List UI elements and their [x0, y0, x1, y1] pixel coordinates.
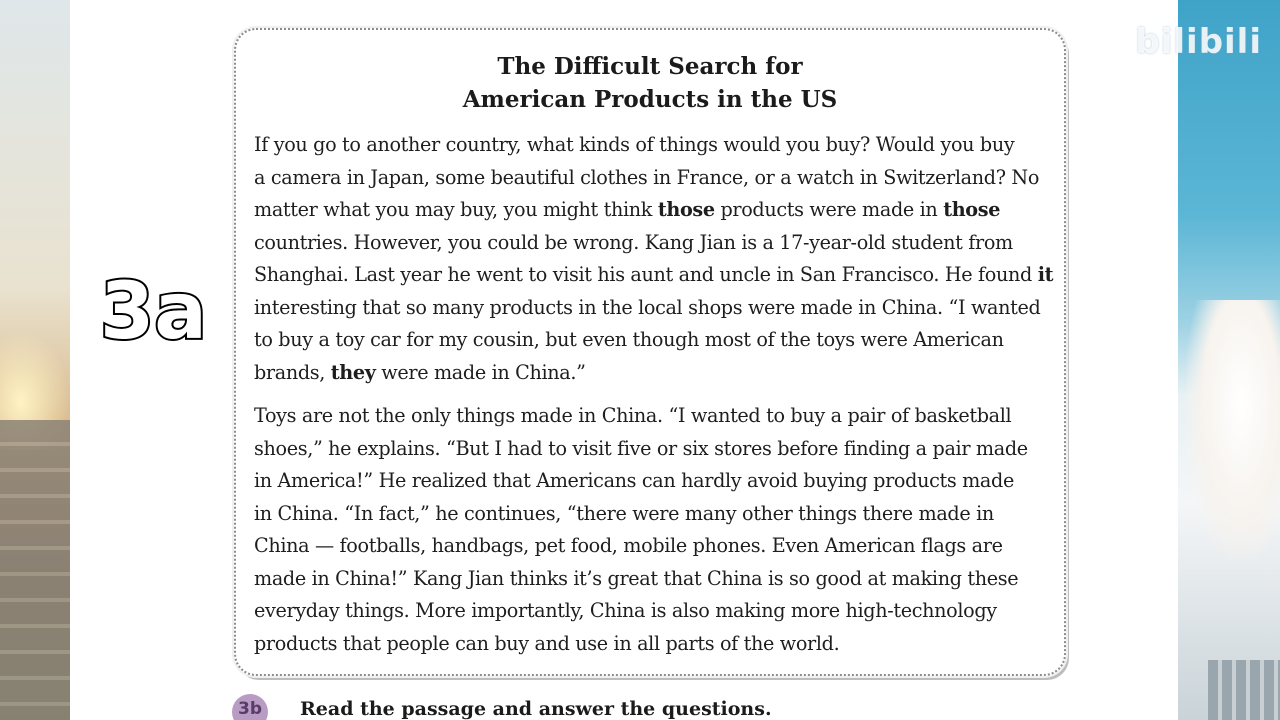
next-task-3b	[228, 692, 948, 720]
text-line: everyday things. More importantly, China is also making more high-technology	[254, 599, 997, 622]
bold-word: those	[657, 198, 715, 221]
task-badge: 3b	[232, 694, 268, 720]
bold-word: those	[943, 198, 1001, 221]
section-label: 3a	[100, 267, 207, 357]
building-image	[0, 420, 70, 720]
text-line: China — footballs, handbags, pet food, mobile phones. Even American flags are	[254, 534, 1003, 557]
background-left-scenery	[0, 0, 70, 720]
building-image-right	[1208, 660, 1280, 720]
task-instruction: Read the passage and answer the questions.	[300, 698, 772, 720]
text-segment: brands,	[254, 360, 331, 384]
text-line: made in China!” Kang Jian thinks it’s great that China is so good at making these	[254, 566, 1019, 590]
paragraph-1	[254, 129, 1054, 389]
text-line: If you go to another country, what kinds of things would you buy? Would you buy	[254, 133, 1015, 156]
text-segment: were made in China.”	[375, 360, 586, 384]
text-line: a camera in Japan, some beautiful clothes in France, or a watch in Switzerland? No	[254, 165, 1040, 189]
text-segment: products were made in	[714, 198, 944, 221]
text-line: in America!” He realized that Americans can hardly avoid buying products made	[254, 469, 1014, 492]
text-line	[254, 357, 1054, 390]
text-line: in China. “In fact,” he continues, “there were many other things there made in	[254, 501, 994, 525]
background-right-sky	[1178, 0, 1280, 720]
passage-box	[234, 28, 1066, 676]
text-line: to buy a toy car for my cousin, but even though most of the toys were American	[254, 328, 1004, 351]
title-line-2: American Products in the US	[462, 86, 838, 113]
text-line: Toys are not the only things made in China. “I wanted to buy a pair of basketball	[254, 404, 1012, 427]
text-line	[254, 194, 1054, 227]
text-line: products that people can buy and use in all parts of the world.	[254, 631, 840, 655]
text-line: interesting that so many products in the local shops were made in China. “I wanted	[254, 295, 1041, 319]
text-segment: Shanghai. Last year he went to visit his aunt and uncle in San Francisco. He found	[254, 263, 1038, 286]
bilibili-watermark: bilibili	[1135, 22, 1262, 62]
text-line	[254, 259, 1054, 292]
cloud-image	[1186, 300, 1280, 560]
bold-word: they	[330, 360, 376, 384]
bold-word: it	[1037, 263, 1054, 286]
text-line: countries. However, you could be wrong. Kang Jian is a 17-year-old student from	[254, 230, 1013, 254]
title-line-1: The Difficult Search for	[497, 53, 803, 80]
text-segment: matter what you may buy, you might think	[254, 198, 658, 221]
passage-title	[236, 50, 1064, 116]
paragraph-2	[254, 400, 1054, 660]
text-line: shoes,” he explains. “But I had to visit five or six stores before finding a pair made	[254, 436, 1028, 460]
